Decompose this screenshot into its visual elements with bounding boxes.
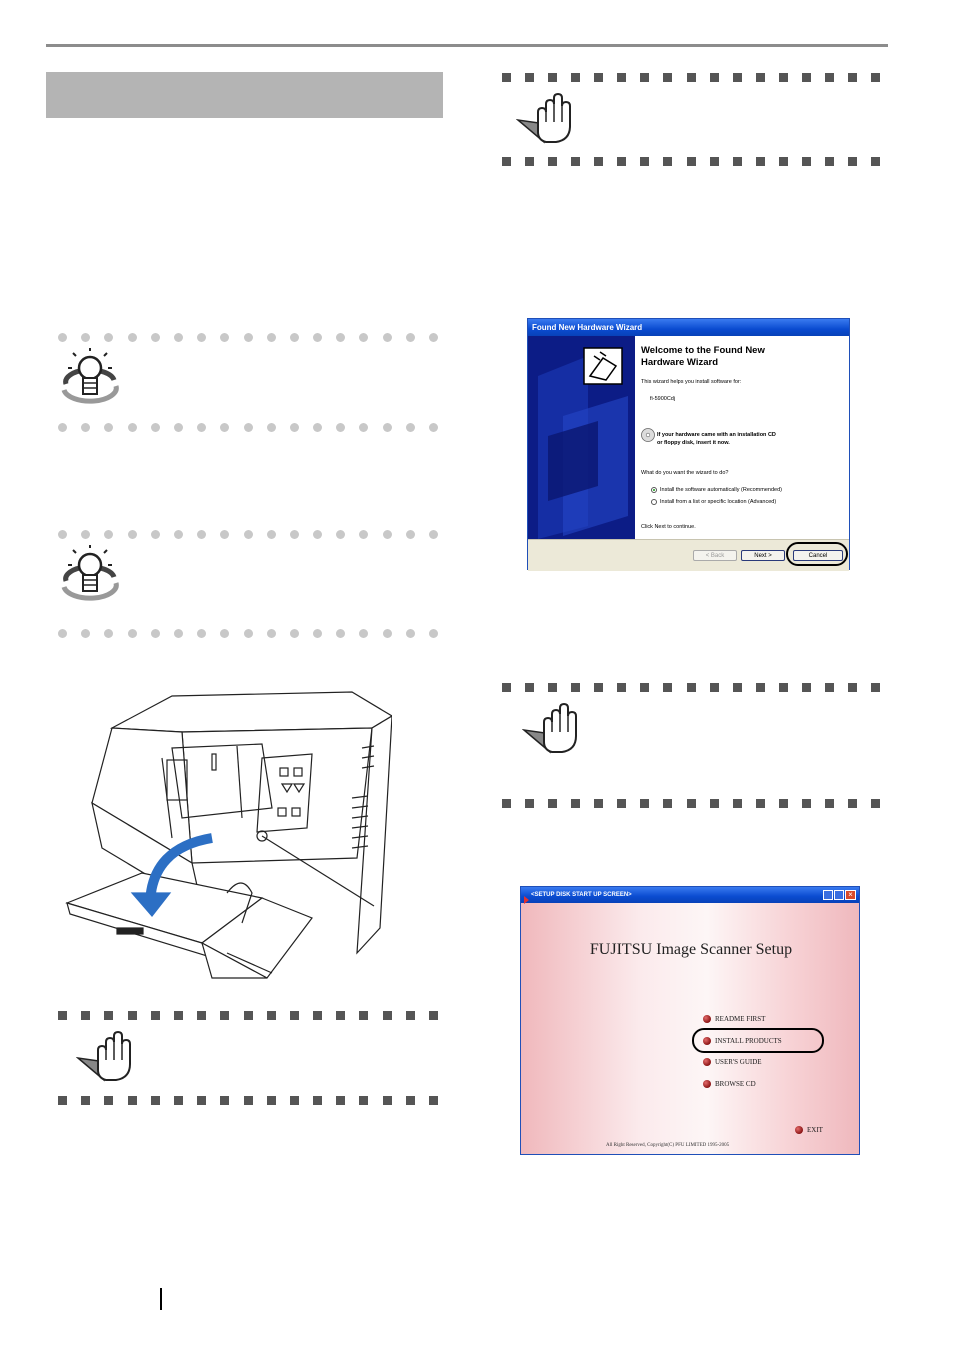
divider-square: [359, 1096, 368, 1105]
divider-square: [336, 1096, 345, 1105]
divider-square: [128, 1096, 137, 1105]
divider-square: [663, 683, 672, 692]
divider-square: [802, 73, 811, 82]
bullet-icon: [703, 1058, 711, 1066]
divider-dot: [128, 530, 137, 539]
cancel-highlight: [786, 542, 848, 566]
wizard-cd-line2: or floppy disk, insert it now.: [657, 440, 730, 446]
wizard-question: What do you want the wizard to do?: [641, 470, 729, 476]
divider-square: [779, 157, 788, 166]
attention-divider-top: [502, 71, 880, 83]
divider-square: [871, 73, 880, 82]
divider-square: [359, 1011, 368, 1020]
bullet-icon: [703, 1015, 711, 1023]
attention-divider-bottom: [502, 155, 880, 167]
divider-dot: [290, 530, 299, 539]
divider-dot: [128, 423, 137, 432]
hint-lightbulb-icon: [58, 348, 122, 410]
divider-square: [687, 683, 696, 692]
divider-dot: [58, 423, 67, 432]
divider-dot: [359, 530, 368, 539]
wizard-title: Found New Hardware Wizard: [528, 319, 849, 336]
divider-square: [779, 73, 788, 82]
divider-square: [802, 799, 811, 808]
wizard-content: [635, 336, 849, 539]
wizard-heading-line2: Hardware Wizard: [641, 357, 718, 368]
wizard-intro: This wizard helps you install software for:: [641, 379, 742, 385]
divider-square: [104, 1011, 113, 1020]
divider-dot: [290, 333, 299, 342]
divider-square: [429, 1096, 438, 1105]
maximize-icon[interactable]: [834, 890, 844, 900]
divider-square: [383, 1096, 392, 1105]
divider-square: [58, 1011, 67, 1020]
divider-square: [756, 799, 765, 808]
cd-icon: [641, 428, 655, 442]
divider-dot: [359, 333, 368, 342]
divider-dot: [313, 423, 322, 432]
divider-dot: [336, 333, 345, 342]
divider-dot: [429, 333, 438, 342]
divider-square: [548, 157, 557, 166]
divider-dot: [174, 629, 183, 638]
cancel-button[interactable]: Cancel: [793, 550, 843, 561]
divider-square: [406, 1011, 415, 1020]
install-products-highlight: [692, 1028, 824, 1053]
divider-dot: [104, 530, 113, 539]
divider-square: [825, 683, 834, 692]
divider-square: [548, 799, 557, 808]
radio-install-automatically[interactable]: [651, 487, 657, 493]
divider-square: [336, 1011, 345, 1020]
divider-square: [617, 73, 626, 82]
divider-dot: [197, 530, 206, 539]
divider-dot: [58, 530, 67, 539]
divider-square: [710, 683, 719, 692]
divider-square: [871, 799, 880, 808]
divider-square: [383, 1011, 392, 1020]
divider-square: [151, 1096, 160, 1105]
divider-square: [429, 1011, 438, 1020]
divider-dot: [244, 530, 253, 539]
divider-square: [640, 73, 649, 82]
divider-dot: [81, 530, 90, 539]
divider-square: [594, 73, 603, 82]
setup-title: <SETUP DISK START UP SCREEN>: [521, 887, 859, 903]
divider-dot: [81, 333, 90, 342]
divider-square: [663, 73, 672, 82]
divider-square: [502, 157, 511, 166]
browse-cd-label: BROWSE CD: [715, 1080, 756, 1088]
divider-square: [848, 157, 857, 166]
divider-dot: [104, 333, 113, 342]
divider-dot: [81, 629, 90, 638]
readme-first-label: README FIRST: [715, 1015, 766, 1023]
divider-square: [617, 683, 626, 692]
divider-square: [244, 1011, 253, 1020]
divider-dot: [197, 629, 206, 638]
app-icon: [523, 891, 530, 899]
divider-square: [594, 683, 603, 692]
divider-dot: [220, 629, 229, 638]
hint-dot-divider-bottom: [58, 627, 438, 639]
divider-dot: [128, 333, 137, 342]
divider-dot: [429, 629, 438, 638]
divider-square: [290, 1011, 299, 1020]
divider-square: [871, 683, 880, 692]
divider-square: [244, 1096, 253, 1105]
wizard-banner: [528, 336, 635, 539]
divider-square: [733, 799, 742, 808]
divider-square: [756, 157, 765, 166]
divider-dot: [220, 423, 229, 432]
divider-dot: [383, 333, 392, 342]
attention-divider-top: [58, 1009, 438, 1021]
divider-dot: [313, 333, 322, 342]
divider-dot: [313, 629, 322, 638]
divider-dot: [81, 423, 90, 432]
divider-square: [802, 683, 811, 692]
divider-dot: [406, 629, 415, 638]
install-products-label: INSTALL PRODUCTS: [715, 1037, 782, 1045]
attention-hand-icon: [522, 702, 586, 754]
divider-square: [571, 73, 580, 82]
divider-square: [525, 73, 534, 82]
divider-square: [197, 1011, 206, 1020]
divider-square: [848, 73, 857, 82]
divider-square: [710, 73, 719, 82]
divider-dot: [151, 333, 160, 342]
divider-dot: [267, 423, 276, 432]
divider-square: [220, 1011, 229, 1020]
divider-dot: [336, 629, 345, 638]
divider-square: [825, 73, 834, 82]
divider-dot: [244, 333, 253, 342]
option-auto-label: Install the software automatically (Recommended): [660, 487, 782, 493]
divider-square: [406, 1096, 415, 1105]
divider-square: [687, 73, 696, 82]
hint-dot-divider-top: [58, 331, 438, 343]
section-heading-bar: [46, 72, 443, 118]
divider-square: [802, 157, 811, 166]
divider-square: [779, 683, 788, 692]
divider-square: [502, 683, 511, 692]
divider-dot: [244, 629, 253, 638]
divider-dot: [383, 629, 392, 638]
divider-dot: [220, 333, 229, 342]
users-guide-button[interactable]: [703, 1058, 762, 1066]
divider-dot: [406, 530, 415, 539]
divider-square: [594, 799, 603, 808]
divider-square: [525, 683, 534, 692]
divider-dot: [174, 423, 183, 432]
minimize-icon[interactable]: [823, 890, 833, 900]
divider-dot: [58, 333, 67, 342]
divider-square: [848, 799, 857, 808]
divider-square: [267, 1096, 276, 1105]
divider-dot: [197, 423, 206, 432]
divider-square: [525, 157, 534, 166]
divider-square: [267, 1011, 276, 1020]
divider-square: [548, 73, 557, 82]
divider-square: [571, 683, 580, 692]
divider-dot: [359, 423, 368, 432]
divider-square: [290, 1096, 299, 1105]
divider-dot: [151, 629, 160, 638]
close-icon[interactable]: ×: [845, 890, 856, 900]
wizard-cd-line1: If your hardware came with an installation CD: [657, 432, 776, 438]
attention-hand-icon: [516, 92, 580, 144]
divider-dot: [406, 333, 415, 342]
attention-divider-bottom: [502, 797, 880, 809]
divider-square: [663, 157, 672, 166]
divider-square: [663, 799, 672, 808]
setup-heading: FUJITSU Image Scanner Setup: [589, 941, 793, 958]
divider-dot: [267, 629, 276, 638]
divider-dot: [104, 629, 113, 638]
footer-rule: [160, 1288, 162, 1310]
hint-dot-divider-bottom: [58, 421, 438, 433]
divider-square: [640, 157, 649, 166]
divider-square: [502, 799, 511, 808]
divider-dot: [174, 333, 183, 342]
divider-square: [756, 683, 765, 692]
divider-square: [174, 1011, 183, 1020]
divider-dot: [429, 423, 438, 432]
divider-dot: [383, 530, 392, 539]
divider-square: [640, 683, 649, 692]
header-rule: [46, 44, 888, 47]
divider-square: [825, 799, 834, 808]
divider-dot: [174, 530, 183, 539]
divider-square: [58, 1096, 67, 1105]
divider-square: [756, 73, 765, 82]
back-button[interactable]: < Back: [693, 550, 737, 561]
exit-label: EXIT: [807, 1126, 823, 1134]
divider-square: [687, 799, 696, 808]
radio-install-from-list[interactable]: [651, 499, 657, 505]
attention-divider-bottom: [58, 1094, 438, 1106]
found-new-hardware-wizard: [527, 318, 850, 570]
divider-square: [871, 157, 880, 166]
bullet-icon: [795, 1126, 803, 1134]
divider-square: [825, 157, 834, 166]
attention-hand-icon: [76, 1030, 140, 1082]
divider-square: [779, 799, 788, 808]
wizard-device-name: fi-5900Cdj: [650, 396, 676, 402]
wizard-continue-hint: Click Next to continue.: [641, 524, 696, 530]
divider-dot: [383, 423, 392, 432]
divider-dot: [58, 629, 67, 638]
divider-dot: [128, 629, 137, 638]
divider-square: [733, 73, 742, 82]
divider-square: [81, 1011, 90, 1020]
divider-square: [571, 157, 580, 166]
divider-square: [548, 683, 557, 692]
readme-first-button[interactable]: [703, 1015, 765, 1023]
divider-dot: [290, 423, 299, 432]
attention-divider-top: [502, 681, 880, 693]
divider-square: [313, 1096, 322, 1105]
divider-square: [81, 1096, 90, 1105]
divider-dot: [336, 423, 345, 432]
divider-dot: [151, 423, 160, 432]
divider-square: [128, 1011, 137, 1020]
divider-dot: [406, 423, 415, 432]
divider-dot: [336, 530, 345, 539]
browse-cd-button[interactable]: [703, 1080, 756, 1088]
divider-square: [594, 157, 603, 166]
divider-dot: [429, 530, 438, 539]
hint-dot-divider-top: [58, 528, 438, 540]
option-manual-label: Install from a list or specific location (Advanced): [660, 499, 777, 505]
divider-square: [617, 157, 626, 166]
setup-copyright: All Right Reserved, Copyright(C) PFU LIMITED 1995-2005: [606, 1143, 730, 1148]
divider-square: [313, 1011, 322, 1020]
divider-dot: [359, 629, 368, 638]
divider-dot: [151, 530, 160, 539]
divider-square: [687, 157, 696, 166]
exit-button[interactable]: [795, 1126, 823, 1134]
hint-lightbulb-icon: [58, 545, 122, 607]
divider-dot: [290, 629, 299, 638]
divider-dot: [104, 423, 113, 432]
divider-square: [733, 683, 742, 692]
divider-square: [104, 1096, 113, 1105]
next-button[interactable]: Next >: [741, 550, 785, 561]
divider-square: [571, 799, 580, 808]
divider-dot: [313, 530, 322, 539]
divider-square: [174, 1096, 183, 1105]
divider-dot: [220, 530, 229, 539]
divider-square: [151, 1011, 160, 1020]
divider-square: [220, 1096, 229, 1105]
divider-square: [710, 799, 719, 808]
divider-square: [848, 683, 857, 692]
setup-startup-screen: [520, 886, 860, 1155]
divider-dot: [267, 530, 276, 539]
divider-square: [197, 1096, 206, 1105]
divider-dot: [267, 333, 276, 342]
divider-square: [617, 799, 626, 808]
divider-square: [502, 73, 511, 82]
divider-square: [733, 157, 742, 166]
divider-dot: [197, 333, 206, 342]
divider-square: [525, 799, 534, 808]
users-guide-label: USER'S GUIDE: [715, 1058, 762, 1066]
divider-square: [640, 799, 649, 808]
wizard-heading-line1: Welcome to the Found New: [641, 345, 765, 356]
scanner-illustration: [62, 688, 392, 984]
divider-square: [710, 157, 719, 166]
divider-dot: [244, 423, 253, 432]
bullet-icon: [703, 1080, 711, 1088]
